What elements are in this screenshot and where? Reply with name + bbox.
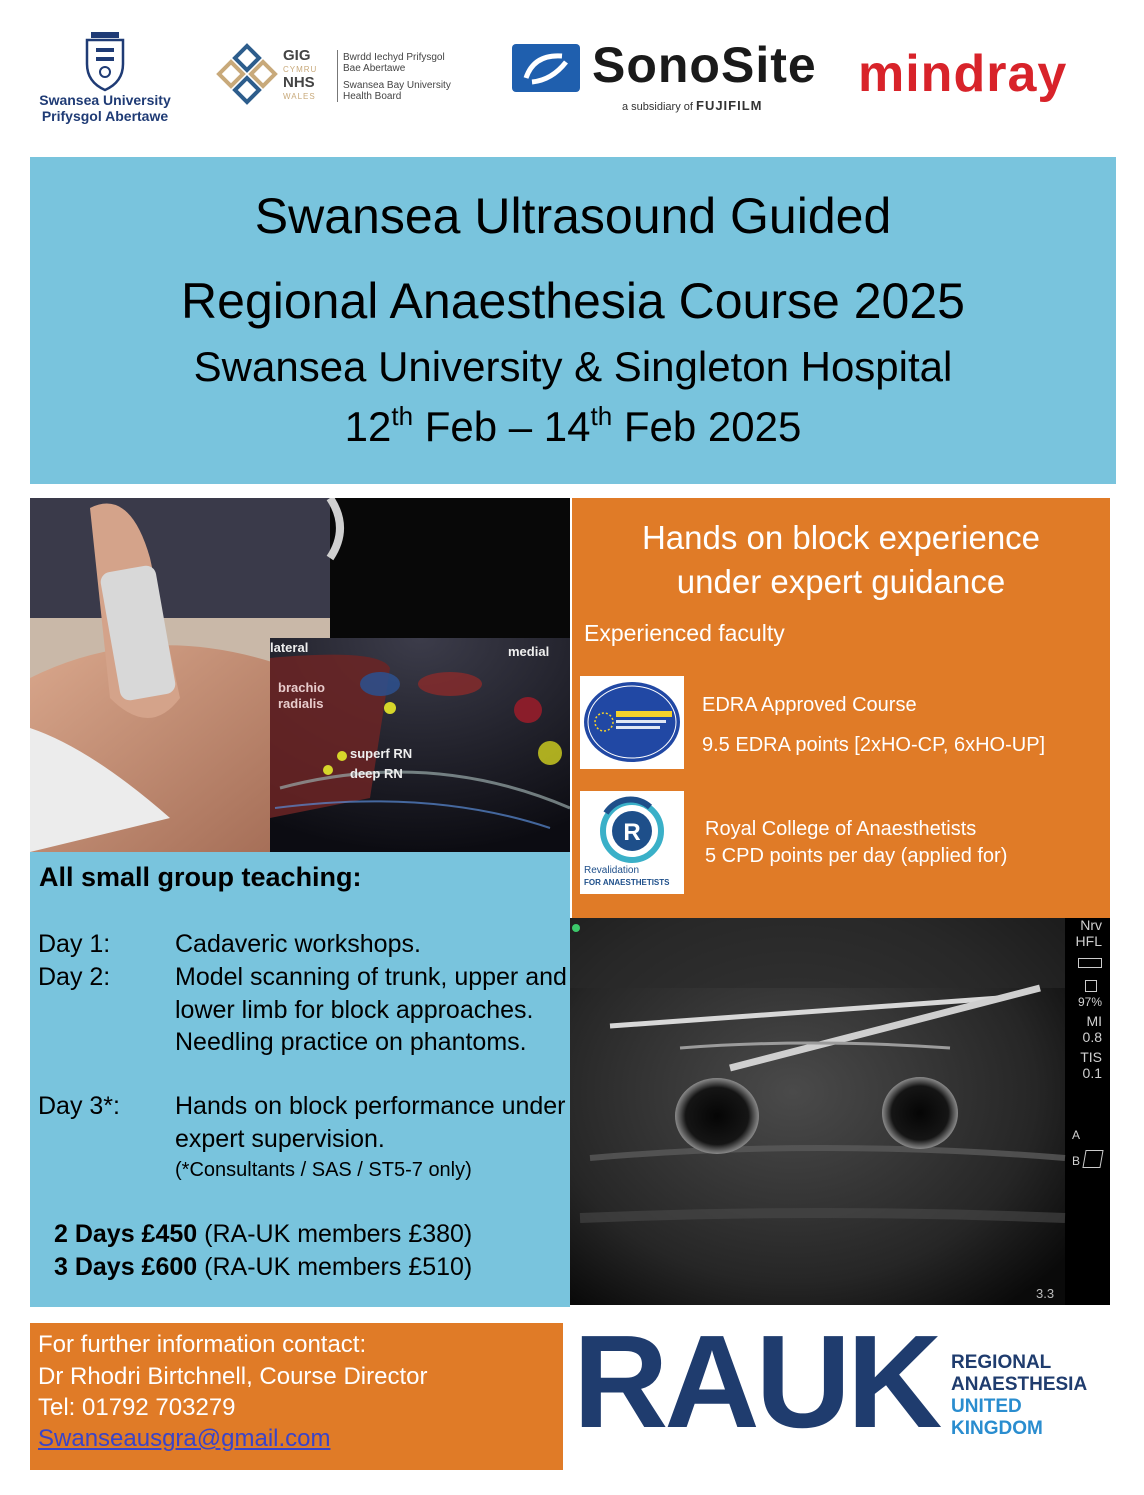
experienced-faculty: Experienced faculty: [584, 620, 785, 646]
board-english-line1: Swansea Bay University: [343, 80, 451, 91]
contact-intro: For further information contact:: [38, 1331, 367, 1358]
end-day-suffix: th: [590, 401, 613, 431]
edra-diploma-icon: [580, 676, 684, 769]
rauk-wordmark: RAUK: [573, 1308, 939, 1455]
battery-percent: 97%: [1077, 995, 1102, 1009]
teaching-panel: [30, 852, 570, 1307]
nhs-swansea-bay-logo: [215, 42, 475, 112]
preset-nrv: Nrv: [1080, 918, 1102, 933]
probe-orientation-icon: [1082, 1150, 1103, 1168]
course-dates: [30, 401, 1116, 451]
ultrasound-scan-image: [570, 918, 1110, 1305]
price-3-days: [54, 1253, 472, 1282]
ultrasound-probe-photo: [30, 498, 570, 852]
edra-badge: [580, 676, 684, 769]
faculty-panel-heading: [572, 516, 1110, 604]
board-welsh-line2: Bae Abertawe: [343, 63, 406, 74]
sonosite-emblem-icon: [512, 44, 580, 92]
start-day: 12: [344, 403, 392, 450]
rcoa-name: Royal College of Anaesthetists: [705, 818, 977, 840]
course-venue: Swansea University & Singleton Hospital: [193, 343, 953, 390]
swansea-university-name: Swansea University: [39, 92, 171, 108]
rauk-tagline: [951, 1352, 1087, 1440]
contact-tel: Tel: 01792 703279: [38, 1394, 236, 1421]
contact-email-link[interactable]: Swanseausgra@gmail.com: [38, 1425, 331, 1452]
depth-readout: 3.3: [1036, 1286, 1055, 1301]
sonosite-subsidiary-line: [622, 98, 763, 113]
day3-text: Hands on block performance under expert supervision.: [175, 1092, 566, 1153]
day1-text: Cadaveric workshops.: [175, 930, 421, 958]
mi-label: MI: [1086, 1013, 1102, 1029]
rauk-tag-kingdom: KINGDOM: [951, 1418, 1043, 1439]
end-month-year: Feb 2025: [623, 403, 802, 450]
b-marker: B: [1071, 1154, 1080, 1168]
radialis-label: radialis: [278, 696, 324, 711]
start-month: Feb –: [424, 403, 533, 450]
board-welsh-line1: Bwrdd Iechyd Prifysgol: [343, 52, 445, 63]
subsidiary-text: a subsidiary of: [622, 101, 693, 113]
crest-icon: [83, 30, 127, 92]
day2-text: Model scanning of trunk, upper and lower limb for block approaches. Needling practice on phantoms.: [175, 963, 567, 1056]
day3-label: Day 3*:: [38, 1092, 120, 1120]
preset-hfl: HFL: [1075, 933, 1102, 949]
rauk-tag-united: UNITED: [951, 1396, 1022, 1417]
brachio-label: brachio: [278, 680, 325, 695]
sonosite-name: SonoSite: [592, 37, 817, 93]
edra-points: 9.5 EDRA points [2xHO-CP, 6xHO-UP]: [702, 734, 1046, 756]
svg-text:R: R: [623, 819, 641, 846]
course-title-line1: Swansea Ultrasound Guided: [254, 188, 892, 244]
price-2-days: [54, 1220, 472, 1249]
storage-icon: [1085, 980, 1097, 992]
rauk-tag-regional: REGIONAL: [951, 1352, 1052, 1373]
contact-name: Dr Rhodri Birtchnell, Course Director: [38, 1363, 428, 1390]
heading-line2: under expert guidance: [676, 563, 1006, 600]
rauk-tag-anaesthesia: ANAESTHESIA: [951, 1374, 1088, 1395]
price-2-days-member: (RA-UK members £380): [197, 1220, 473, 1248]
fujifilm-text: FUJIFILM: [696, 98, 763, 113]
tis-value: 0.1: [1082, 1065, 1102, 1081]
title-banner: [30, 157, 1116, 484]
day2-label: Day 2:: [38, 963, 111, 991]
for-anaesthetists: FOR ANAESTHETISTS: [584, 878, 670, 887]
board-english-line2: Health Board: [343, 91, 402, 102]
teaching-heading: All small group teaching:: [39, 862, 362, 892]
wales-label: WALES: [283, 92, 316, 101]
price-2-days-main: 2 Days £450: [54, 1220, 198, 1248]
battery-icon: [1078, 958, 1102, 968]
sonosite-logo: [512, 37, 822, 114]
rcoa-cpd: 5 CPD points per day (applied for): [705, 845, 1008, 867]
contact-box: [30, 1323, 563, 1470]
faculty-panel: [572, 498, 1110, 918]
celtic-knot-icon: [215, 42, 279, 106]
lateral-label: lateral: [270, 640, 309, 655]
mi-value: 0.8: [1082, 1029, 1102, 1045]
course-title-line2: Regional Anaesthesia Course 2025: [181, 273, 965, 329]
price-3-days-main: 3 Days £600: [54, 1253, 198, 1281]
revalidation-badge: [580, 791, 684, 894]
heading-line1: Hands on block experience: [641, 519, 1041, 556]
day3-eligibility-note: (*Consultants / SAS / ST5-7 only): [175, 1159, 472, 1181]
gig-label: GIG: [283, 47, 311, 64]
end-day: 14: [543, 403, 591, 450]
swansea-university-logo: [30, 30, 180, 130]
edra-approved: EDRA Approved Course: [702, 694, 917, 716]
mindray-logo: mindray: [858, 45, 1068, 103]
tis-label: TIS: [1080, 1049, 1102, 1065]
cymru-label: CYMRU: [283, 65, 318, 74]
day1-label: Day 1:: [38, 930, 111, 958]
start-day-suffix: th: [391, 401, 414, 431]
price-3-days-member: (RA-UK members £510): [197, 1253, 473, 1281]
revalidation-word: Revalidation: [584, 865, 640, 876]
superf-rn-label: superf RN: [350, 746, 413, 761]
medial-label: medial: [508, 644, 550, 659]
nhs-divider: [337, 50, 338, 102]
rauk-logo: [573, 1308, 1133, 1458]
deep-rn-label: deep RN: [350, 766, 403, 781]
nhs-label: NHS: [283, 74, 315, 91]
a-marker: A: [1071, 1128, 1080, 1142]
swansea-university-welsh-name: Prifysgol Abertawe: [41, 108, 169, 124]
